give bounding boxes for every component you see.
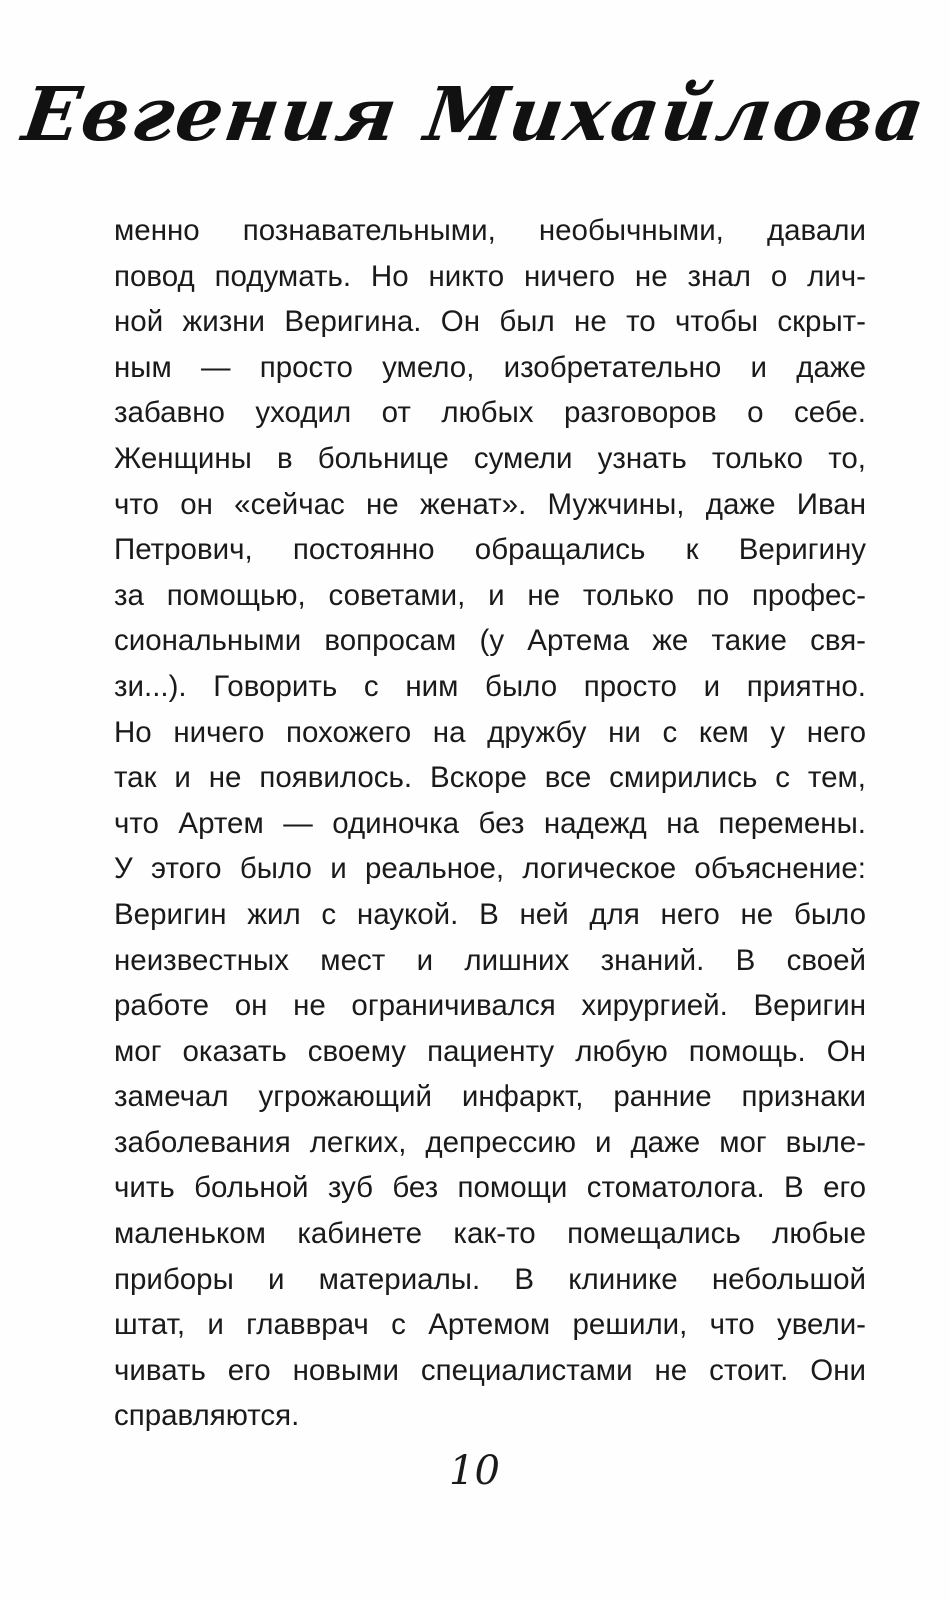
text-line: справляются.	[114, 1399, 300, 1433]
text-line: Женщины в больнице сумели узнать только то,	[114, 441, 866, 475]
text-line: что Артем — одиночка без надежд на перемены.	[114, 806, 866, 840]
text-line: что он «сейчас не женат». Мужчины, даже Иван	[114, 487, 866, 521]
text-line: маленьком кабинете как-то помещались любые	[114, 1217, 866, 1251]
text-line: так и не появилось. Вскоре все смирились с тем,	[114, 761, 866, 795]
text-line: У этого было и реальное, логическое объяснение:	[114, 852, 866, 886]
text-line: замечал угрожающий инфаркт, ранние признаки	[114, 1080, 866, 1114]
text-line: приборы и материалы. В клинике небольшой	[114, 1262, 866, 1296]
text-line: менно познавательными, необычными, давали	[114, 214, 866, 247]
text-line: Веригин жил с наукой. В ней для него не было	[114, 897, 866, 931]
body-text	[114, 208, 866, 1439]
page-number: 10	[449, 1448, 500, 1494]
text-line: штат, и главврач с Артемом решили, что увели-	[114, 1308, 866, 1342]
text-line: ной жизни Веригина. Он был не то чтобы скрыт-	[114, 305, 866, 339]
text-line: ным — просто умело, изобретательно и даже	[114, 350, 866, 384]
text-line: работе он не ограничивался хирургией. Веригин	[114, 989, 866, 1023]
text-line: чивать его новыми специалистами не стоит. Они	[114, 1353, 866, 1387]
author-header: Евгения Михайлова	[17, 72, 932, 158]
text-line: сиональными вопросам (у Артема же такие свя-	[114, 624, 866, 658]
text-line: чить больной зуб без помощи стоматолога. В его	[114, 1171, 866, 1205]
text-line: Но ничего похожего на дружбу ни с кем у него	[114, 715, 866, 749]
text-line: заболевания легких, депрессию и даже мог выле-	[114, 1125, 866, 1159]
text-line: Петрович, постоянно обращались к Веригину	[114, 533, 866, 567]
text-line: повод подумать. Но никто ничего не знал о лич-	[114, 259, 866, 293]
text-line: мог оказать своему пациенту любую помощь. Он	[114, 1034, 866, 1068]
text-line: неизвестных мест и лишних знаний. В своей	[114, 943, 866, 977]
text-line: зи...). Говорить с ним было просто и приятно.	[114, 669, 866, 703]
text-line: за помощью, советами, и не только по профес-	[114, 578, 866, 612]
text-line: забавно уходил от любых разговоров о себе.	[114, 396, 866, 430]
